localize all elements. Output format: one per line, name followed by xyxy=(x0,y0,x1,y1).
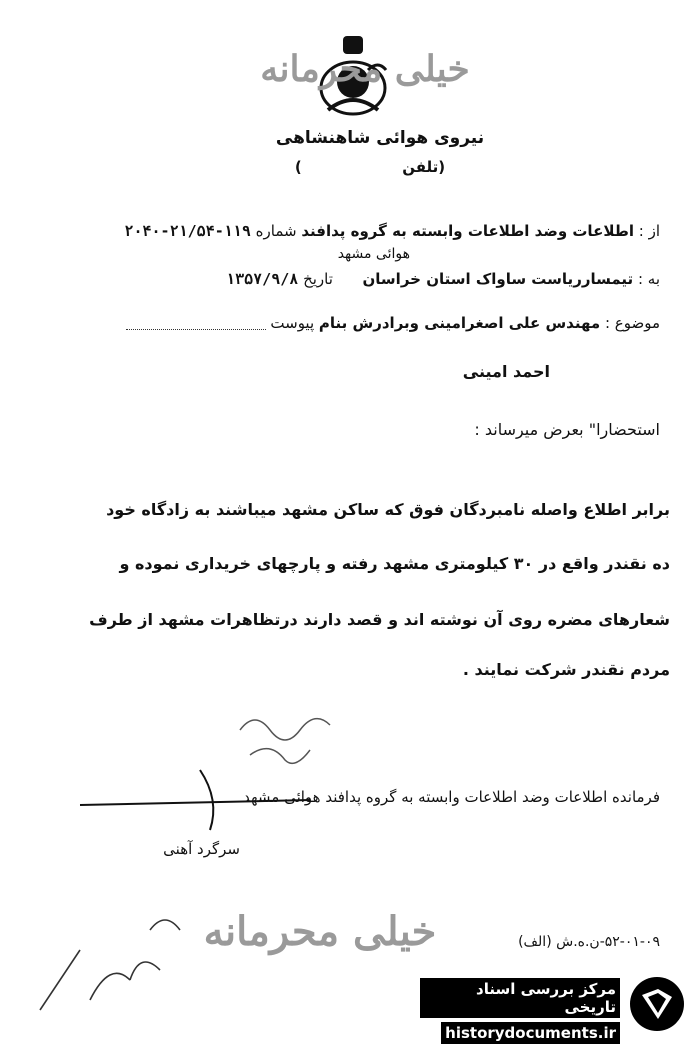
body-line: ده نقندر واقع در ۳۰ کیلومتری مشهد رفته و پارچهای خریداری نموده و xyxy=(119,554,670,573)
phone-label: (تلفن xyxy=(402,158,446,176)
phone-line xyxy=(270,158,470,176)
number-value: ۱۱۹-۲۱/۵۴-۲۰۴۰ xyxy=(124,222,251,240)
document-code: ۵۲-۰۱-۰۹-ن.ه.ش (الف) xyxy=(518,934,660,950)
from-label: از : xyxy=(638,222,660,240)
classification-stamp-top: خیلی محرمانه xyxy=(260,48,470,90)
person-name: احمد امینی xyxy=(462,362,550,381)
commander-line: فرمانده اطلاعات وضد اطلاعات وابسته به گروه پدافند هوائی مشهد xyxy=(243,788,660,806)
date-value: ۱۳۵۷/۹/۸ xyxy=(226,270,299,288)
signature-strike-icon xyxy=(70,760,320,840)
phone-close: ) xyxy=(294,158,302,176)
number-label: شماره xyxy=(255,222,297,240)
from-unit: هوائی مشهد xyxy=(337,246,410,262)
subject-label: موضوع : xyxy=(604,314,660,332)
intro-line: استحضارا" بعرض میرساند : xyxy=(474,420,660,439)
attachment-label: پیوست xyxy=(270,314,315,332)
archive-logo-icon xyxy=(628,975,686,1033)
from-value: اطلاعات وضد اطلاعات وابسته به گروه پدافند xyxy=(301,222,634,240)
watermark-block xyxy=(420,978,620,1044)
date-label: تاریخ xyxy=(303,270,333,288)
from-row xyxy=(40,222,660,240)
body-line: مردم نقندر شرکت نمایند . xyxy=(462,660,670,679)
classification-stamp-bottom: خیلی محرمانه xyxy=(203,908,437,955)
watermark-title: مرکز بررسی اسناد تاریخی xyxy=(420,978,620,1018)
to-label: به : xyxy=(637,270,660,288)
rank-line: سرگرد آهنی xyxy=(163,840,240,858)
organization-title: نیروی هوائی شاهنشاهی xyxy=(275,128,485,148)
to-row xyxy=(40,270,660,288)
body-line: برابر اطلاع واصله نامبردگان فوق که ساکن مشهد میباشند به زادگاه خود xyxy=(106,500,670,519)
subject-value: مهندس علی اصغرامینی وبرادرش بنام xyxy=(318,314,601,332)
body-line: شعارهای مضره روی آن نوشته اند و قصد دارند درتظاهرات مشهد از طرف xyxy=(89,610,670,629)
subject-row xyxy=(40,314,660,332)
to-value: تیمسارریاست ساواک استان خراسان xyxy=(362,270,634,288)
attachment-dots xyxy=(126,317,266,330)
watermark-url: historydocuments.ir xyxy=(441,1022,620,1044)
handwritten-note-icon xyxy=(20,890,200,1030)
